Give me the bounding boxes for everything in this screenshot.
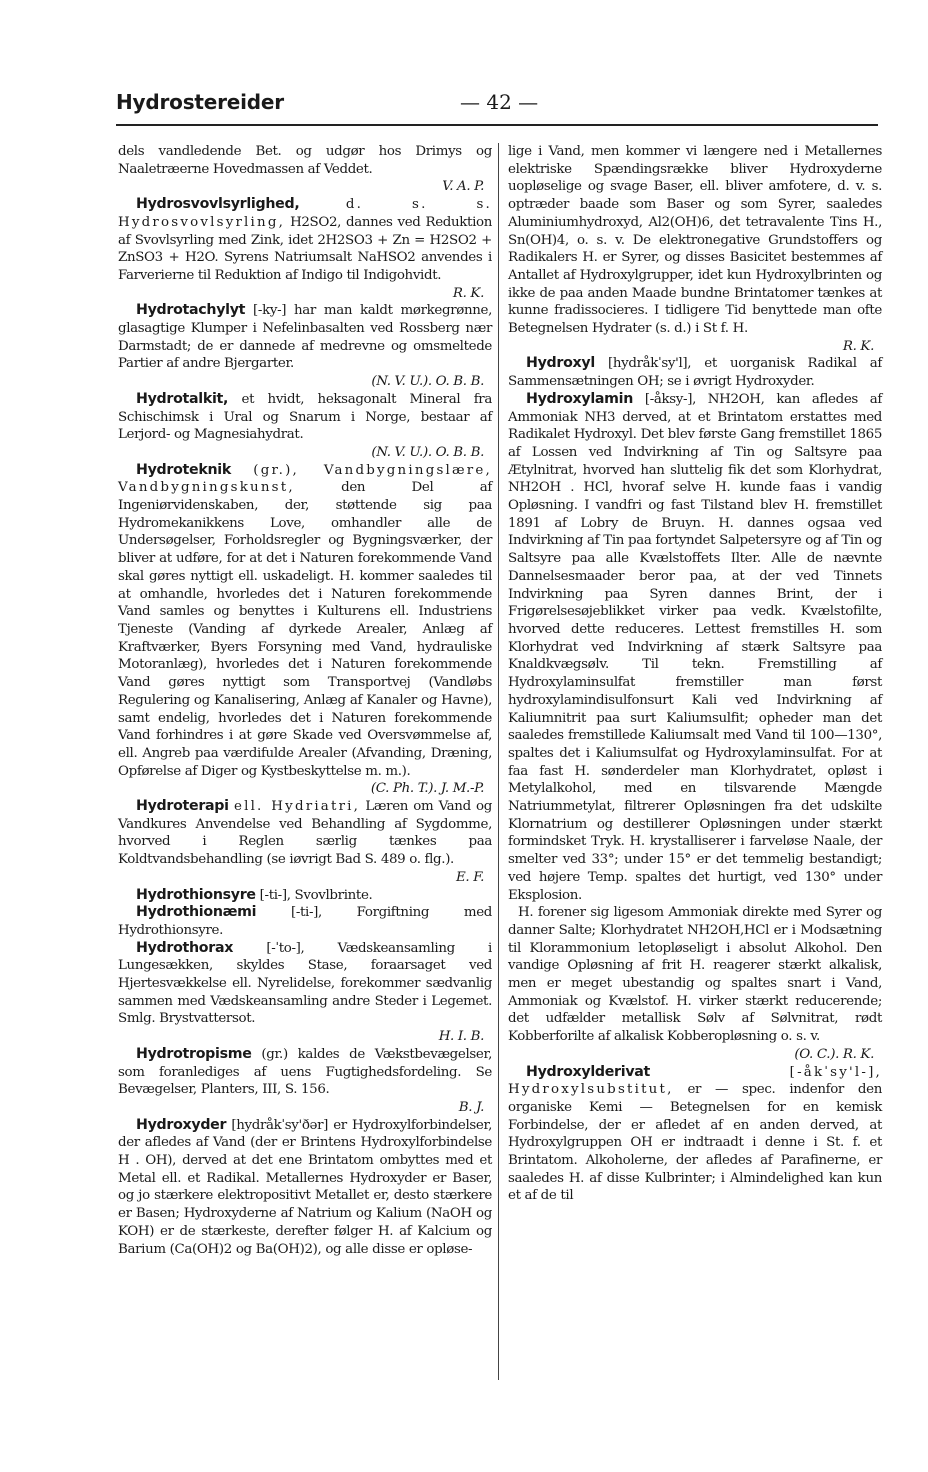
entry-headword: Hydroterapi [136, 798, 229, 815]
entry-headword: Hydrothorax [136, 939, 234, 956]
entry-hydrosvovlsyrlighed: Hydrosvovlsyrlighed, d. s. s. Hydrosvovlsyrling, H2SO2, dannes ved Reduktion af Svovlsyrling med Zink, idet 2H2SO3 + Zn = H2SO2 + ZnSO3 + H2O. Syrens Natriumsalt NaHSO2 anvendes i Farverierne til Reduktion af Indigo til Indigohvidt. R. K. [118, 196, 492, 301]
entry-hydroxyl: Hydroxyl [hydråkˈsy'l], et uorganisk Radikal af Sammensætningen OH; se i øvrigt Hydroxyder. [508, 355, 882, 390]
entry-hydrotachylyt: Hydrotachylyt [-ky-] har man kaldt mørkegrønne, glasagtige Klumper i Nefelinbasalten ved Rossberg nær Darmstadt; de er dannede af medrevne og omsmeltede Partier af andre Bjergarter. (N. V. U.). O. B. B. [118, 302, 492, 390]
entry-hydrotalkit: Hydrotalkit, et hvidt, heksagonalt Mineral fra Schischimsk i Ural og Snarum i Norge, bestaar af Lerjord- og Magnesiahydrat. (N. V. U.). O. B. B. [118, 390, 492, 460]
entry-headword: Hydroteknik [136, 461, 231, 478]
header-rule [116, 124, 878, 126]
entry-headword: Hydroxylamin [526, 390, 634, 407]
entry-signature: (N. V. U.). O. B. B. [371, 444, 484, 460]
entry-continuation: dels vandledende Bet. og udgør hos Drimys og Naaletræerne Hovedmassen af Veddet. V. A. P. [118, 144, 492, 195]
right-column [508, 143, 882, 1205]
entry-hydroterapi: Hydroterapi ell. Hydriatri, Læren om Vand og Vandkures Anvendelse ved Behandling af Sygdomme, hvorved i Reglen særlig tænkes paa Koldtvandsbehandling (se iøvrigt Bad S. 489 o. flg.). E. F. [118, 798, 492, 885]
entry-headword: Hydroxyder [136, 1116, 227, 1133]
entry-hydroxyder: Hydroxyder [hydråkˈsy'ðər] er Hydroxylforbindelser, der afledes af Vand (der er Brintens Hydroxylforbindelse H . OH), derved at det ene Brintatom ombyttes med et Metal ell. et Radikal. Metallernes Hydroxyder er Baser, og jo stærkere elektropositivt Metallet er, desto stærkere er Basen; Hydroxyderne af Natrium og Kalium (NaOH og KOH) er de stærkeste, derefter følger H. af Kalcium og Barium (Ca(OH)2 og Ba(OH)2), og alle disse er opløse- [118, 1116, 492, 1257]
page-number: — 42 — [460, 90, 539, 114]
column-divider [498, 143, 499, 1380]
running-headword: Hydrostereider [116, 90, 284, 114]
entry-hydrothionaemi: Hydrothionæmi [-ti-], Forgiftning med Hydrothionsyre. [118, 904, 492, 938]
entry-headword: Hydrotalkit, [136, 390, 229, 407]
entry-signature: (C. Ph. T.). J. M.-P. [370, 781, 484, 797]
entry-continuation: lige i Vand, men kommer vi længere ned i Metallernes elektriske Spændingsrække bliver Hydroxyderne uopløselige og svage Baser, ell. bliver amfotere, d. v. s. optræder baade som Baser og som Syrer, saaledes Aluminiumhydroxyd, Al2(OH)6, det tetravalente Tins H., Sn(OH)4, o. s. v. De elektronegative Grundstoffers og Radikalers H. er Syrer, og disses Basicitet bestemmes af Antallet af Hydroxylgrupper, idet kun Hydroxylbrinten og ikke de paa anden Maade bundne Brintatomer tænkes at kunne fradissocieres. I tidligere Tid benyttede man ofte Betegnelsen Hydrater (s. d.) i St f. H. R. K. [508, 144, 882, 354]
entry-headword: Hydrothionsyre [136, 886, 256, 903]
entry-headword: Hydroxylderivat [526, 1063, 651, 1080]
entry-signature: H. I. B. [438, 1029, 484, 1045]
entry-headword: Hydrotachylyt [136, 302, 246, 319]
entry-headword: Hydrothionæmi [136, 904, 257, 921]
entry-headword: Hydrotropisme [136, 1045, 252, 1062]
entry-hydroxylamin: Hydroxylamin [-åksy-], NH2OH, kan afledes af Ammoniak NH3 derved, at et Brintatom erstattes med Radikalet Hydroxyl. Det blev første Gang fremstillet 1865 af Lossen ved Indvirkning af Tin og Saltsyre paa Ætylnitrat, hvorved han sluttelig fik det som Klorhydrat, NH2OH . HCl, hvoraf selve H. kunde faas i vandig Opløsning. I vandfri og fast Tilstand blev H. fremstillet 1891 af Lobry de Bruyn. H. dannes ogsaa ved Indvirkning af Tin paa fortyndet Salpetersyre og af Tin og Saltsyre paa alle Kvælstoffets Ilter. Alle de nævnte Dannelsesmaader beror paa, at der ved Tinnets Indvirkning paa Syren dannes Brint, der i Frigørelsesøjeblikket virker paa vedk. Kvælstofilte, hvorved dette reduceres. Lettest fremstilles H. som Klorhydrat ved Indvirkning af stærk Saltsyre paa Knaldkvægsølv. Til tekn. Fremstilling af Hydroxylaminsulfat fremstiller man først hydroxylamindisulfonsurt Kali ved Indvirkning af Kaliumnitrit paa surt Kaliumsulfit; opheder man det saaledes fremstillede Kaliumsalt med Vand til 100—130°, spaltes det i Kaliumsulfat og Hydroxylaminsulfat. For at faa fast H. sønderdeler man Klorhydratet, opløst i Metylalkohol, med en tilsvarende Mængde Natriummetylat, filtrerer Opløsningen fra det udskilte Klornatrium og destillerer Opløsningen under stærkt formindsket Tryk. H. krystalliserer i farveløse Naale, der smelter ved 33°; under 15° er det temmelig bestandigt; ved højere Temp. spaltes det hurtigt, ved 130° under Eksplosion. [508, 390, 882, 903]
entry-signature: V. A. P. [442, 179, 484, 195]
entry-headword: Hydrosvovlsyrlighed, [136, 196, 300, 213]
entry-hydroxylamin-paragraph: H. forener sig ligesom Ammoniak direkte med Syrer og danner Salte; Klorhydratet NH2OH,HCl er i Modsætning til Klorammonium letopløseligt i absolut Alkohol. Den vandige Opløsning af frit H. reagerer stærkt alkalisk, men er meget ubestandig og spaltes snart i Vand, Ammoniak og Kvælstof. H. virker stærkt reducerende; det udfælder metallisk Sølv af Sølvnitrat, rødt Kobberforilte af alkalisk Kobberopløsning o. s. v. (O. C.). R. K. [508, 905, 882, 1062]
entry-signature: R. K. [842, 338, 874, 354]
entry-hydrotropisme: Hydrotropisme (gr.) kaldes de Vækstbevægelser, som foranlediges af uens Fugtighedsfordeling. Se Bevægelser, Planters, III, S. 156. B. J. [118, 1045, 492, 1115]
entry-hydroteknik: Hydroteknik (gr.), Vandbygningslære, Vandbygningskunst, den Del af Ingeniørvidenskaben, der, støttende sig paa Hydromekanikkens Love, omhandler alle de Undersøgelser, Forholdsregler og Bygningsværker, der bliver at udføre, for at det i Naturen forekommende Vand skal gøres nyttigt ell. uskadeligt. H. kommer saaledes til at omhandle, hvorledes det i Naturen forekommende Vand samles og benyttes i Kulturens ell. Industriens Tjeneste (Vanding af dyrkede Arealer, Anlæg af Kraftværker, Byers Forsyning med Vand, hydrauliske Motoranlæg), hvorledes det i Naturen forekommende Vand gøres nyttigt som Transportvej (Vandløbs Regulering og Kanalisering, Anlæg af Kanaler og Havne), samt endelig, hvorledes det i Naturen forekommende Vand forhindres i at gøre Skade ved Oversvømmelse af, ell. Angreb paa værdifulde Arealer (Afvanding, Dræning, Opførelse af Diger og Kystbeskyttelse m. m.). (C. Ph. T.). J. M.-P. [118, 461, 492, 797]
entry-signature: B. J. [458, 1099, 484, 1115]
entry-headword: Hydroxyl [526, 355, 595, 372]
running-head [116, 88, 872, 120]
entry-signature: E. F. [456, 869, 484, 885]
entry-signature: (N. V. U.). O. B. B. [371, 374, 484, 390]
entry-hydrothionsyre: Hydrothionsyre [-ti-], Svovlbrinte. [136, 886, 373, 903]
entry-hydroxylderivat: Hydroxylderivat [-åkˈsy'l-], Hydroxylsubstitut, er — spec. indenfor den organiske Kemi — Betegnelsen for en kemisk Forbindelse, der er afledet af en anden derved, at Hydroxylgruppen OH er indtraadt i denne i St. f. et Brintatom. Alkoholerne, der afledes af Parafinerne, er saaledes H. af disse Kulbrinter; i Almindelighed kan kun et af de til [508, 1063, 882, 1204]
entry-hydrothorax: Hydrothorax [-ˈto-], Vædskeansamling i Lungesækken, skyldes Stase, foraarsaget ved Hjertesvækkelse ell. Nyrelidelse, forekommer sædvanlig sammen med Vædskeansamling andre Steder i Legemet. Smlg. Brystvattersot. H. I. B. [118, 939, 492, 1045]
entry-signature: R. K. [452, 285, 484, 301]
left-column [118, 143, 492, 1258]
entry-signature: (O. C.). R. K. [794, 1046, 874, 1062]
